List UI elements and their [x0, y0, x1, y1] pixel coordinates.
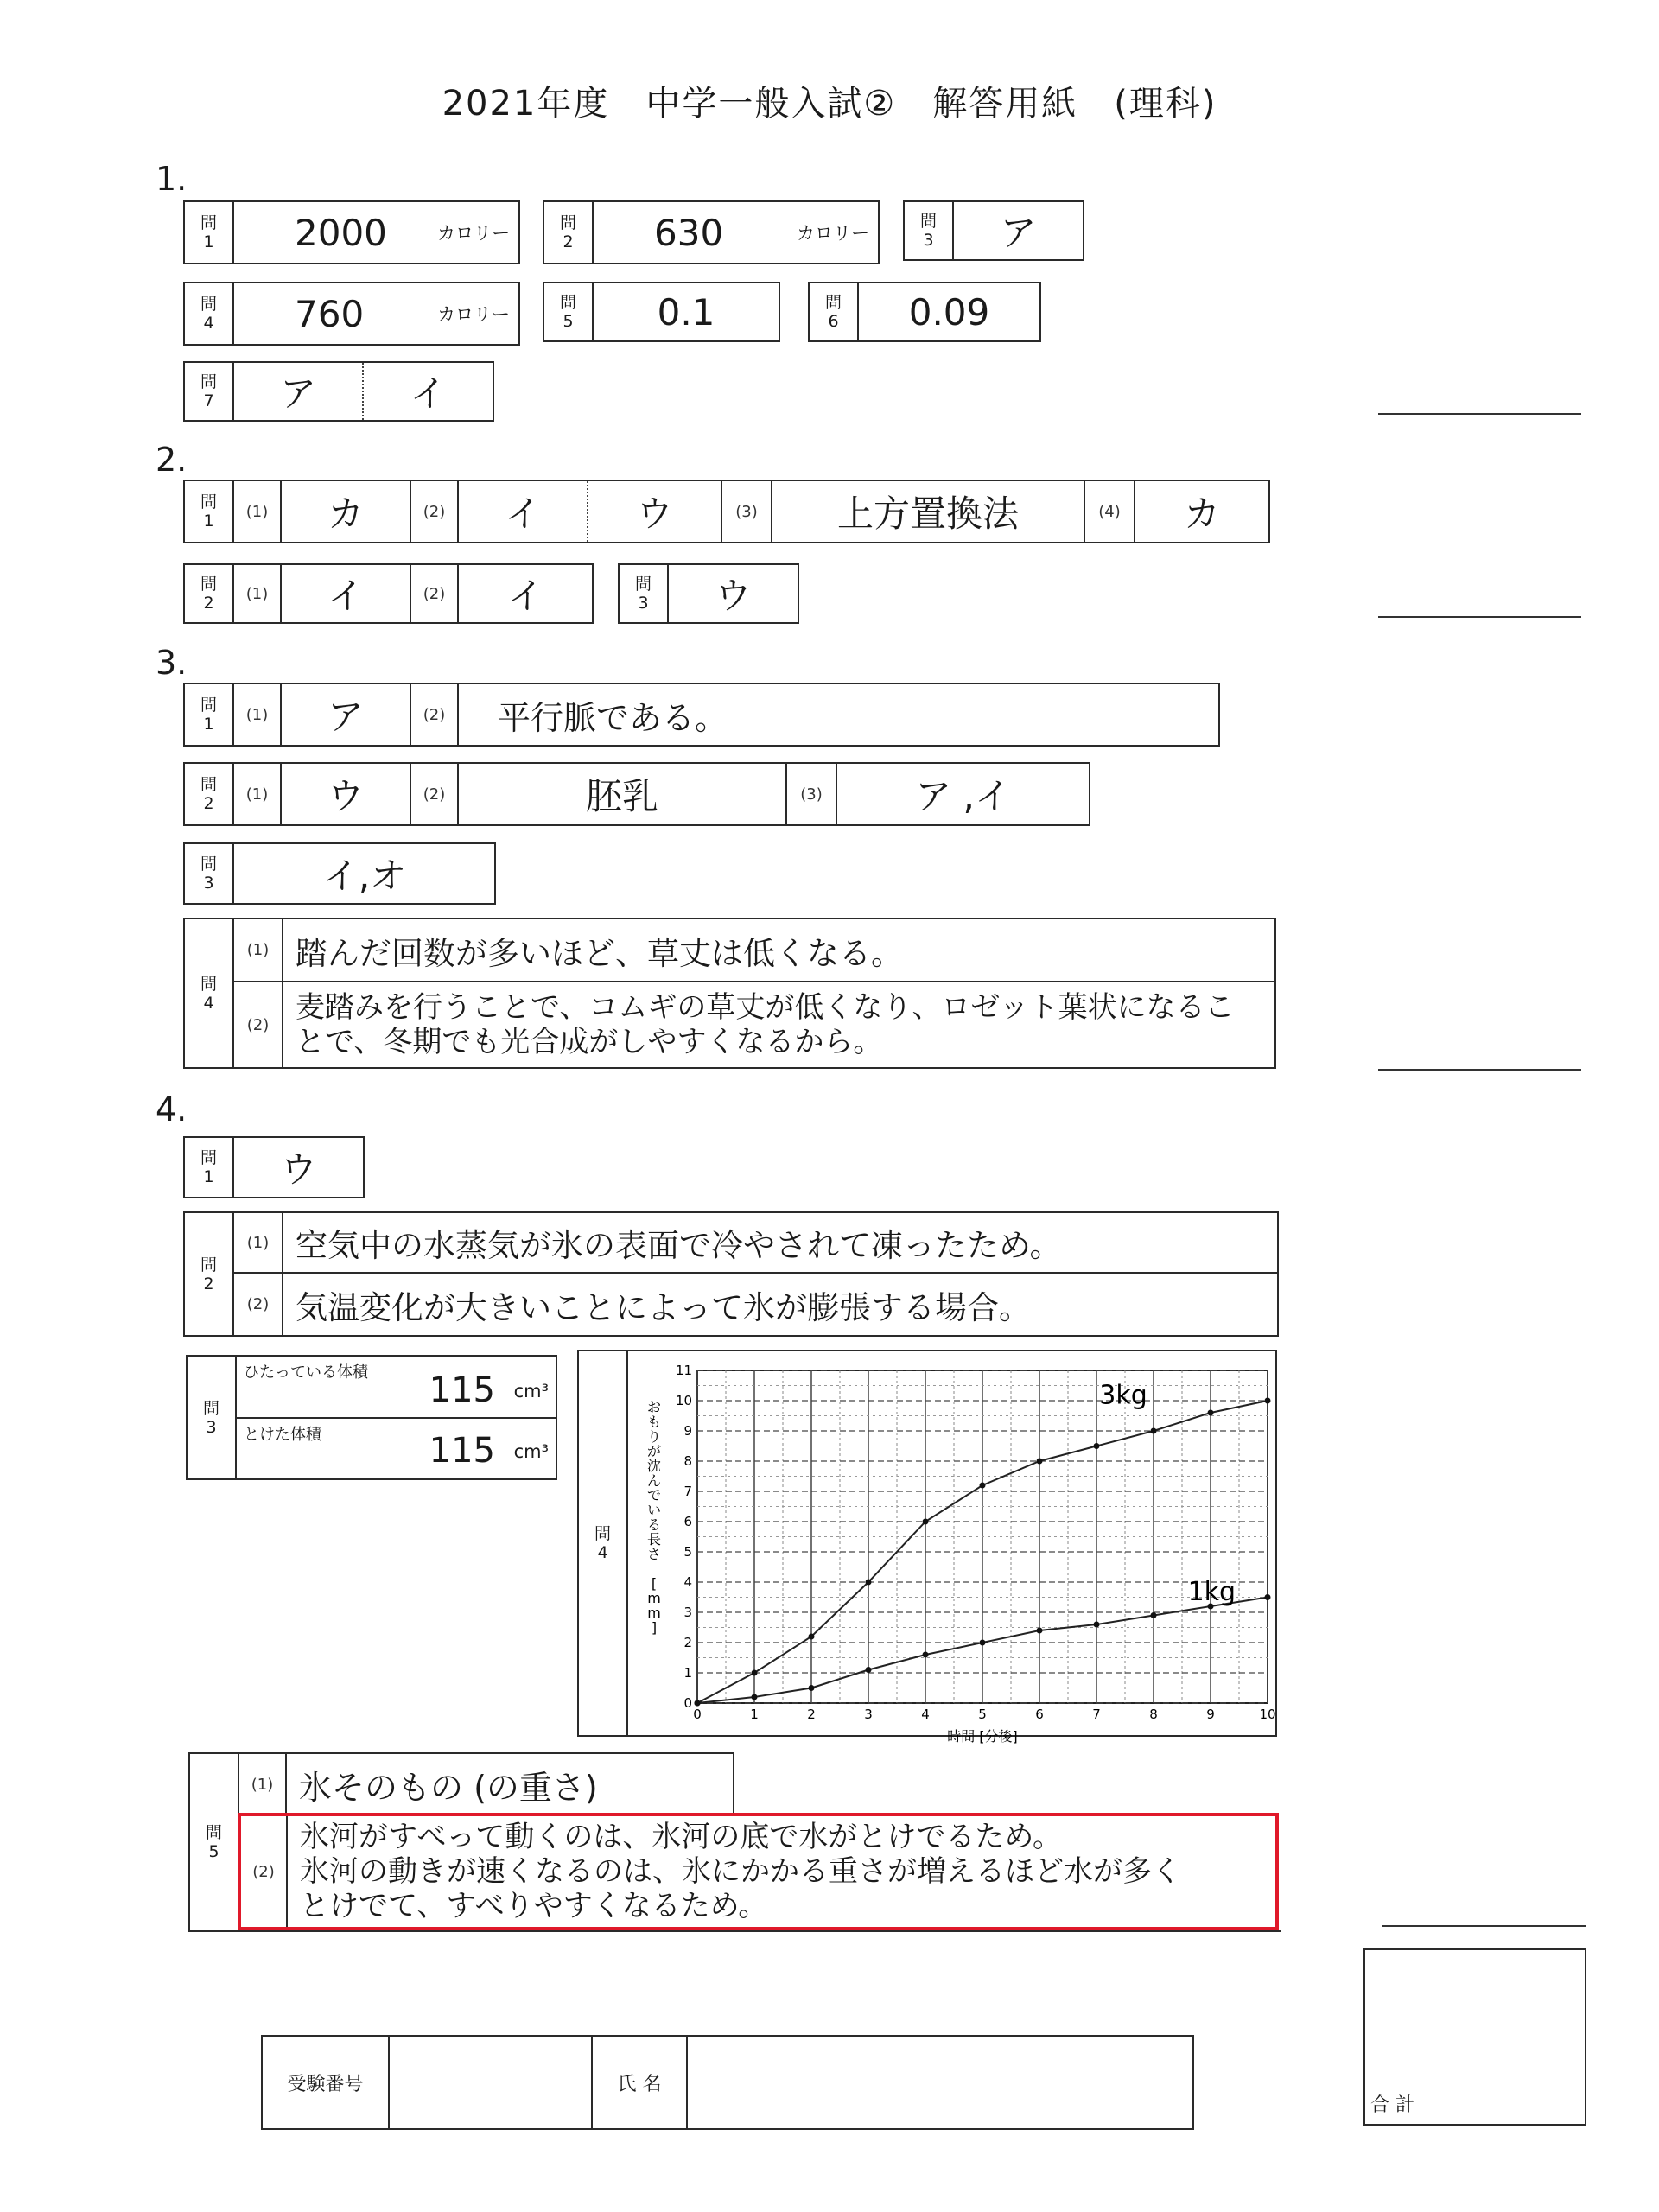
data-point	[1037, 1628, 1043, 1634]
s4-q3-value-2: 115	[429, 1431, 495, 1471]
data-point	[866, 1667, 872, 1673]
part-label: (1)	[232, 764, 280, 824]
x-tick-label: 8	[1149, 1707, 1158, 1722]
section-2-number: 2.	[156, 441, 188, 479]
answer-line: 氷河の動きが速くなるのは、氷にかかる重さが増えるほど水が多く	[300, 1854, 1181, 1889]
q-label: 問 3	[919, 212, 937, 250]
y-axis-label-char: る	[646, 1516, 662, 1533]
y-axis-label	[647, 1399, 661, 1636]
s3-q1-2-answer: 平行脈である。	[457, 684, 1218, 745]
y-tick-label: 3	[683, 1605, 692, 1620]
y-tick-label: 11	[675, 1363, 692, 1378]
data-point	[1265, 1594, 1271, 1600]
y-axis-label-char: り	[646, 1428, 662, 1445]
s1-q3-answer: ア	[952, 202, 1083, 259]
s1-q1-box	[183, 200, 520, 264]
q-label: 問 7	[200, 372, 217, 410]
q-label: 問 4	[200, 295, 217, 333]
q-label: 問 1	[200, 213, 217, 251]
s1-q1-answer: 2000	[232, 202, 518, 263]
answer-line: とけでて、すべりやすくなるため。	[300, 1889, 768, 1923]
q-label: 問 1	[200, 493, 217, 531]
part-label: (2)	[410, 481, 457, 542]
data-point	[980, 1483, 986, 1489]
s2-q1-2-answer-a: イ	[457, 481, 587, 542]
q-label: 問 2	[200, 775, 217, 813]
s2-q2-1-answer: イ	[280, 565, 410, 622]
s2-q1-2-answer-b: ウ	[587, 481, 721, 542]
s3-q3-box	[183, 842, 496, 905]
chart-grid	[697, 1370, 1268, 1703]
s3-q4-box	[183, 918, 1276, 1069]
part-label: (2)	[410, 684, 457, 745]
q-label: 問 3	[202, 1398, 219, 1437]
part-label: (3)	[785, 764, 836, 824]
part-label: (1)	[232, 481, 280, 542]
s2-q3-answer: ウ	[667, 565, 798, 622]
y-axis-label-char: 沈	[646, 1458, 662, 1474]
s4-q5-1-box	[188, 1752, 734, 1815]
s3-q1-1-answer: ア	[280, 684, 410, 745]
data-point	[1265, 1398, 1271, 1404]
y-tick-label: 8	[683, 1453, 692, 1469]
s4-q1-answer: ウ	[232, 1138, 363, 1197]
volume-label: ひたっている体積	[244, 1363, 368, 1382]
data-point	[980, 1640, 986, 1646]
s4-q4-box	[577, 1350, 1277, 1745]
y-axis-label-char: 長	[646, 1531, 662, 1548]
q-label: 問 2	[559, 213, 576, 251]
part-label: (3)	[721, 481, 771, 542]
s2-q2-box	[183, 563, 594, 624]
data-point	[866, 1580, 872, 1586]
y-tick-label: 7	[683, 1484, 692, 1499]
x-tick-label: 7	[1092, 1707, 1101, 1722]
s1-q3-box	[903, 200, 1084, 261]
s3-q2-3-answer: ア ,イ	[836, 764, 1089, 824]
y-tick-label: 0	[683, 1695, 692, 1711]
section-4-number: 4.	[156, 1090, 188, 1128]
part-label: (2)	[410, 565, 457, 622]
unit-label: cm³	[513, 1381, 549, 1402]
s4-q3-box	[186, 1355, 557, 1480]
score-line-1	[1378, 413, 1581, 415]
part-label: (1)	[246, 1233, 270, 1252]
unit-label: カロリー	[437, 304, 510, 325]
s4-q1-box	[183, 1136, 365, 1198]
unit-label: cm³	[513, 1441, 549, 1462]
unit-label: カロリー	[437, 223, 510, 244]
s2-q3-box	[618, 563, 799, 624]
s3-q2-2-answer: 胚乳	[457, 764, 785, 824]
s4-q5-1-answer: 氷そのもの (の重さ)	[285, 1754, 733, 1815]
data-point	[1208, 1410, 1214, 1416]
q-label: 問 2	[200, 1255, 217, 1294]
s2-q1-1-answer: カ	[280, 481, 410, 542]
s4-q3-value-1: 115	[429, 1370, 495, 1410]
y-axis-label-char: m	[647, 1605, 661, 1621]
s2-q1-box	[183, 480, 1270, 543]
s1-q6-answer: 0.09	[857, 283, 1039, 340]
x-tick-label: 0	[693, 1707, 702, 1722]
part-label: (1)	[238, 1754, 285, 1815]
q-label: 問 3	[634, 575, 652, 613]
section-3-number: 3.	[156, 644, 188, 682]
y-axis-label-char: ]	[651, 1619, 658, 1636]
s1-q5-box	[543, 282, 780, 342]
y-tick-label: 4	[683, 1574, 692, 1590]
s4-q5-2-answer	[286, 1816, 1275, 1927]
section-1-number: 1.	[156, 160, 188, 198]
q-label: 問 6	[824, 293, 842, 331]
score-line-4	[1382, 1925, 1586, 1927]
y-axis-label-char: m	[647, 1590, 661, 1606]
chart-area	[626, 1351, 1276, 1745]
data-point	[923, 1519, 929, 1525]
data-point	[695, 1700, 701, 1707]
s1-q4-box	[183, 282, 520, 346]
answer-line: 麦踏みを行うことで、コムギの草丈が低くなり、ロゼット葉状になるこ	[296, 990, 1235, 1025]
data-point	[923, 1652, 929, 1658]
y-axis-label-char: お	[646, 1399, 662, 1415]
y-tick-label: 2	[683, 1635, 692, 1650]
s2-q2-2-answer: イ	[457, 565, 592, 622]
page-title: 2021年度 中学一般入試② 解答用紙 (理科)	[442, 84, 1217, 124]
s2-q1-4-answer: カ	[1134, 481, 1268, 542]
y-tick-label: 1	[683, 1665, 692, 1681]
series-label-3kg: 3kg	[1099, 1380, 1147, 1411]
unit-label: カロリー	[797, 223, 869, 244]
part-label: (1)	[232, 565, 280, 622]
score-line-3	[1378, 1069, 1581, 1071]
score-line-2	[1378, 616, 1581, 618]
s4-q2-row-2	[232, 1274, 1277, 1335]
q-label: 問 5	[205, 1823, 222, 1861]
exam-number-label: 受験番号	[287, 2073, 364, 2095]
total-label: 合 計	[1370, 2094, 1414, 2116]
q-label: 問 1	[200, 1148, 217, 1186]
s3-q2-1-answer: ウ	[280, 764, 410, 824]
s1-q7-answer-a: ア	[232, 363, 362, 420]
s4-q3-row-2	[235, 1419, 556, 1478]
data-point	[752, 1694, 758, 1700]
answer-line: 氷河がすべって動くのは、氷河の底で水がとけでるため。	[300, 1820, 1062, 1854]
data-point	[809, 1685, 815, 1691]
y-axis-label-char: で	[646, 1487, 662, 1503]
y-axis-label-char: [	[651, 1575, 658, 1592]
q-label: 問 4	[594, 1524, 611, 1562]
line-chart	[628, 1351, 1279, 1745]
x-axis-label: 時間 [分後]	[947, 1728, 1018, 1745]
x-tick-label: 3	[864, 1707, 873, 1722]
s2-q1-3-answer: 上方置換法	[771, 481, 1084, 542]
q-label: 問 2	[200, 575, 217, 613]
s3-q2-box	[183, 762, 1090, 826]
q-label: 問 3	[200, 855, 217, 893]
part-label: (2)	[246, 1015, 270, 1034]
s4-q3-row-1	[235, 1357, 556, 1419]
footer-box	[261, 2035, 1194, 2130]
series-label-1kg: 1kg	[1187, 1577, 1236, 1607]
part-label: (2)	[252, 1862, 275, 1881]
s4-q2-box	[183, 1211, 1279, 1337]
q-label: 問 1	[200, 696, 217, 734]
s3-q4-2-answer	[282, 982, 1274, 1067]
data-point	[1094, 1443, 1100, 1449]
y-tick-label: 10	[675, 1393, 692, 1408]
data-point	[752, 1670, 758, 1676]
y-axis-label-char: も	[646, 1414, 662, 1430]
data-point	[809, 1634, 815, 1640]
s1-q6-box	[808, 282, 1041, 342]
y-tick-label: 6	[683, 1514, 692, 1529]
s3-q4-row-2	[232, 982, 1274, 1067]
x-tick-label: 2	[807, 1707, 816, 1722]
part-label: (2)	[246, 1295, 270, 1313]
chart-ticks	[676, 1363, 1276, 1722]
s4-q2-2-answer: 気温変化が大きいことによって氷が膨張する場合。	[282, 1274, 1277, 1335]
data-point	[1037, 1459, 1043, 1465]
s1-q2-box	[543, 200, 880, 264]
s1-q5-answer: 0.1	[592, 283, 779, 340]
answer-line: とで、冬期でも光合成がしやすくなるから。	[296, 1025, 883, 1059]
x-tick-label: 10	[1259, 1707, 1276, 1722]
exam-number-field[interactable]	[388, 2037, 591, 2128]
s3-q4-1-answer: 踏んだ回数が多いほど、草丈は低くなる。	[282, 919, 1274, 981]
q-label: 問 4	[200, 974, 217, 1013]
y-axis-label-char: ん	[646, 1472, 662, 1489]
s3-q3-answer: イ,オ	[232, 844, 494, 903]
s3-q4-row-1	[232, 919, 1274, 982]
y-tick-label: 9	[683, 1423, 692, 1439]
y-tick-label: 5	[683, 1544, 692, 1560]
data-point	[1151, 1428, 1157, 1434]
s4-q2-1-answer: 空気中の水蒸気が氷の表面で冷やされて凍ったため。	[282, 1213, 1277, 1272]
s1-q4-answer: 760	[232, 283, 518, 344]
data-point	[1094, 1622, 1100, 1628]
s1-q2-answer: 630	[592, 202, 878, 263]
s1-q7-answer-b: イ	[362, 363, 493, 420]
y-axis-label-char: が	[646, 1443, 662, 1459]
y-axis-label-char: さ	[646, 1546, 662, 1562]
total-box	[1363, 1948, 1586, 2126]
x-tick-label: 9	[1206, 1707, 1215, 1722]
s4-q5-2-highlight	[238, 1813, 1279, 1930]
name-label: 氏 名	[591, 2037, 686, 2128]
x-tick-label: 6	[1035, 1707, 1044, 1722]
x-tick-label: 1	[750, 1707, 759, 1722]
y-axis-label-char: い	[646, 1502, 662, 1518]
part-label: (4)	[1084, 481, 1134, 542]
x-tick-label: 4	[921, 1707, 930, 1722]
part-label: (1)	[232, 684, 280, 745]
s3-q1-box	[183, 683, 1220, 747]
x-tick-label: 5	[978, 1707, 987, 1722]
data-point	[1151, 1612, 1157, 1618]
part-label: (1)	[246, 941, 270, 959]
volume-label: とけた体積	[244, 1426, 321, 1444]
s4-q2-row-1	[232, 1213, 1277, 1274]
q-label: 問 5	[559, 293, 576, 331]
part-label: (2)	[410, 764, 457, 824]
s1-q7-box	[183, 361, 494, 422]
name-field[interactable]	[686, 2037, 1192, 2128]
